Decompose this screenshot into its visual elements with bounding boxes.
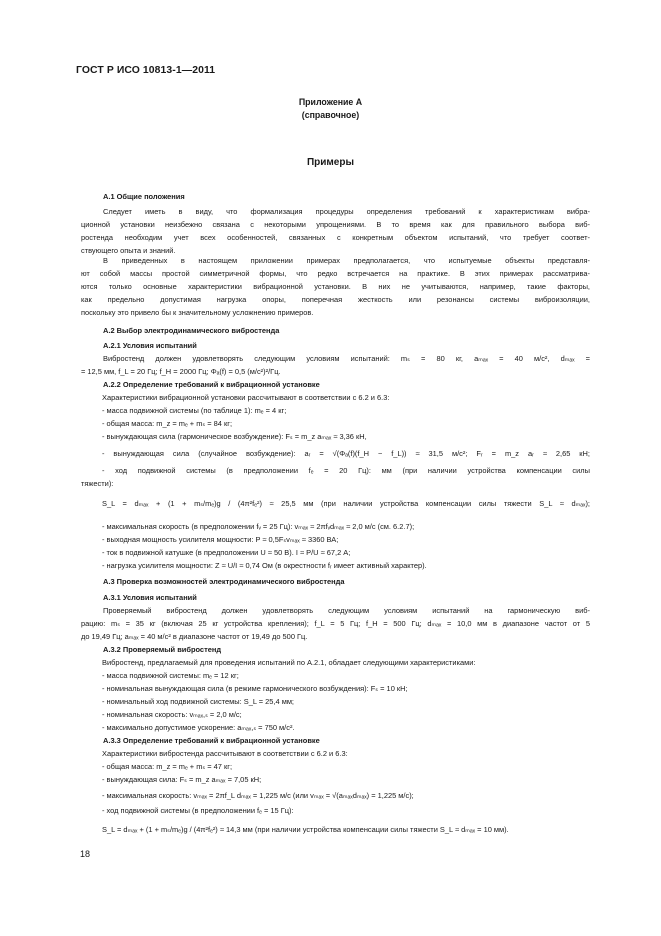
text-line: - ход подвижной системы (в предположении fₑ = 15 Гц): — [102, 806, 294, 815]
text-line: - номинальная скорость: vₘₐₓ,ₛ = 2,0 м/с; — [102, 710, 242, 719]
text-line: Вибростенд, предлагаемый для проведения испытаний по А.2.1, обладает следующими характеристиками: — [102, 658, 476, 667]
text-line: А.3.1 Условия испытаний — [103, 593, 197, 602]
appendix-note: (справочное) — [301, 110, 360, 120]
text-line: ционной установки неизбежно связана с некоторыми упрощениями. В то время как для правильного выбора виб- — [81, 220, 590, 229]
section-title: Примеры — [306, 157, 355, 168]
text-line: Характеристики вибростенда рассчитывают в соответствии с 6.2 и 6.3: — [102, 749, 348, 758]
text-line: - общая масса: m_z = mₑ + mₛ = 47 кг; — [102, 762, 233, 771]
text-line: Характеристики вибрационной установки рассчитывают в соответствии с 6.2 и 6.3: — [102, 393, 390, 402]
text-line: Проверяемый вибростенд должен удовлетворять следующим условиям испытаний на гармоническую виб- — [103, 606, 590, 615]
text-line: ростенда необходим учет всех особенностей, связанных с конкретным объектом испытаний, что требует соответ- — [81, 233, 590, 242]
text-line: тяжести): — [81, 479, 114, 488]
appendix-label: Приложение А — [298, 97, 363, 107]
text-line: В приведенных в настоящем приложении примерах предполагается, что испытуемые объекты представля- — [103, 256, 590, 265]
text-line: до 19,49 Гц; aₘₐₓ = 40 м/с² в диапазоне частот от 19,49 до 500 Гц. — [81, 632, 308, 641]
text-line: - максимальная скорость (в предположении fᵥ = 25 Гц): vₘₐₓ ≈ 2πfᵥdₘₐₓ ≈ 2,0 м/с (см. 6.2.7); — [102, 522, 415, 531]
text-line: ют собой массы простой симметричной формы, что редко встречается на практике. В этих примерах рассматрива- — [81, 269, 590, 278]
text-line: А.2.1 Условия испытаний — [103, 341, 197, 350]
text-line: ются только основные характеристики вибрационной установки. В них не учитываются, например, такие факторы, — [81, 282, 590, 291]
text-line: - номинальный ход подвижной системы: S_L = 25,4 мм; — [102, 697, 294, 706]
text-line: А.1 Общие положения — [103, 192, 185, 201]
text-line: - ток в подвижной катушке (в предположении U ≈ 50 В). I ≈ P/U ≈ 67,2 А; — [102, 548, 351, 557]
text-line: - общая масса: m_z = mₑ + mₛ = 84 кг; — [102, 419, 233, 428]
text-line: А.2.2 Определение требований к вибрационной установке — [103, 380, 320, 389]
text-line: - масса подвижной системы: mₑ = 12 кг; — [102, 671, 239, 680]
text-line: А.3.3 Определение требований к вибрационной установке — [103, 736, 320, 745]
text-line: - нагрузка усилителя мощности: Z ≈ U/I ≈ 0,74 Ом (в окрестности fᵣ имеет активный характер). — [102, 561, 427, 570]
text-line: поскольку это привело бы к значительному усложнению примеров. — [81, 308, 314, 317]
page-number: 18 — [80, 849, 91, 859]
text-line: Вибростенд должен удовлетворять следующим условиям испытаний: mₛ = 80 кг, aₘₐₓ = 40 м/с², dₘₐₓ = — [103, 354, 590, 363]
text-line: Следует иметь в виду, что формализация процедуры определения требований к характеристикам вибра- — [103, 207, 590, 216]
text-line: ствующего опыта и знаний. — [81, 246, 176, 255]
text-line: - выходная мощность усилителя мощности: P ≈ 0,5Fₛvₘₐₓ ≈ 3360 ВА; — [102, 535, 339, 544]
text-line: S_L = dₘₐₓ + (1 + mₛ/mₑ)g / (4π²fₑ²) ≈ 14,3 мм (при наличии устройства компенсации силы тяжести S_L ≈ dₘₐₓ = 10 мм). — [102, 825, 509, 834]
text-line: - масса подвижной системы (по таблице 1): mₑ = 4 кг; — [102, 406, 287, 415]
text-line: S_L = dₘₐₓ + (1 + mₛ/mₑ)g / (4π²fₑ²) ≈ 25,5 мм (при наличии устройства компенсации силы тяжести S_L ≈ dₘₐₓ); — [102, 499, 590, 508]
text-line: - номинальная вынуждающая сила (в режиме гармонического возбуждения): Fₛ = 10 кН; — [102, 684, 408, 693]
text-line: - вынуждающая сила (гармоническое возбуждение): Fₛ = m_z aₘₐₓ ≈ 3,36 кН, — [102, 432, 367, 441]
text-line: как предельно допустимая нагрузка опоры, поперечная жесткость или резонансы системы виброизоляции, — [81, 295, 590, 304]
text-line: - максимальная скорость: vₘₐₓ = 2πf_L dₘₐₓ = 1,225 м/с (или vₘₐₓ = √(aₘₐₓdₘₐₓ) = 1,225 м/с); — [102, 791, 414, 800]
document-header: ГОСТ Р ИСО 10813-1—2011 — [76, 65, 216, 76]
text-line: А.2 Выбор электродинамического вибростенда — [103, 326, 280, 335]
text-line: = 12,5 мм, f_L = 20 Гц; f_H = 2000 Гц; Φₐ(f) = 0,5 (м/с²)²/Гц. — [81, 367, 281, 376]
text-line: - вынуждающая сила: Fₛ = m_z aₘₐₓ = 7,05 кН; — [102, 775, 262, 784]
text-line: - ход подвижной системы (в предположении fₑ = 20 Гц): мм (при наличии устройства компенсации силы — [102, 466, 590, 475]
appendix-heading — [0, 96, 661, 122]
text-line: - максимально допустимое ускорение: aₘₐₓ,ₛ = 750 м/с². — [102, 723, 295, 732]
text-line: - вынуждающая сила (случайное возбуждение): aᵣ = √(Φₐ(f)(f_H − f_L)) ≈ 31,5 м/с²; Fᵣ = m_z aᵣ ≈ 2,65 кН; — [102, 449, 590, 458]
text-line: А.3 Проверка возможностей электродинамического вибростенда — [103, 577, 345, 586]
text-line: А.3.2 Проверяемый вибростенд — [103, 645, 222, 654]
text-line: рацию: mₛ = 35 кг (включая 25 кг устройства крепления); f_L = 5 Гц; f_H = 500 Гц; dₘₐₓ = 10,0 мм в диапазоне частот от 5 — [81, 619, 590, 628]
